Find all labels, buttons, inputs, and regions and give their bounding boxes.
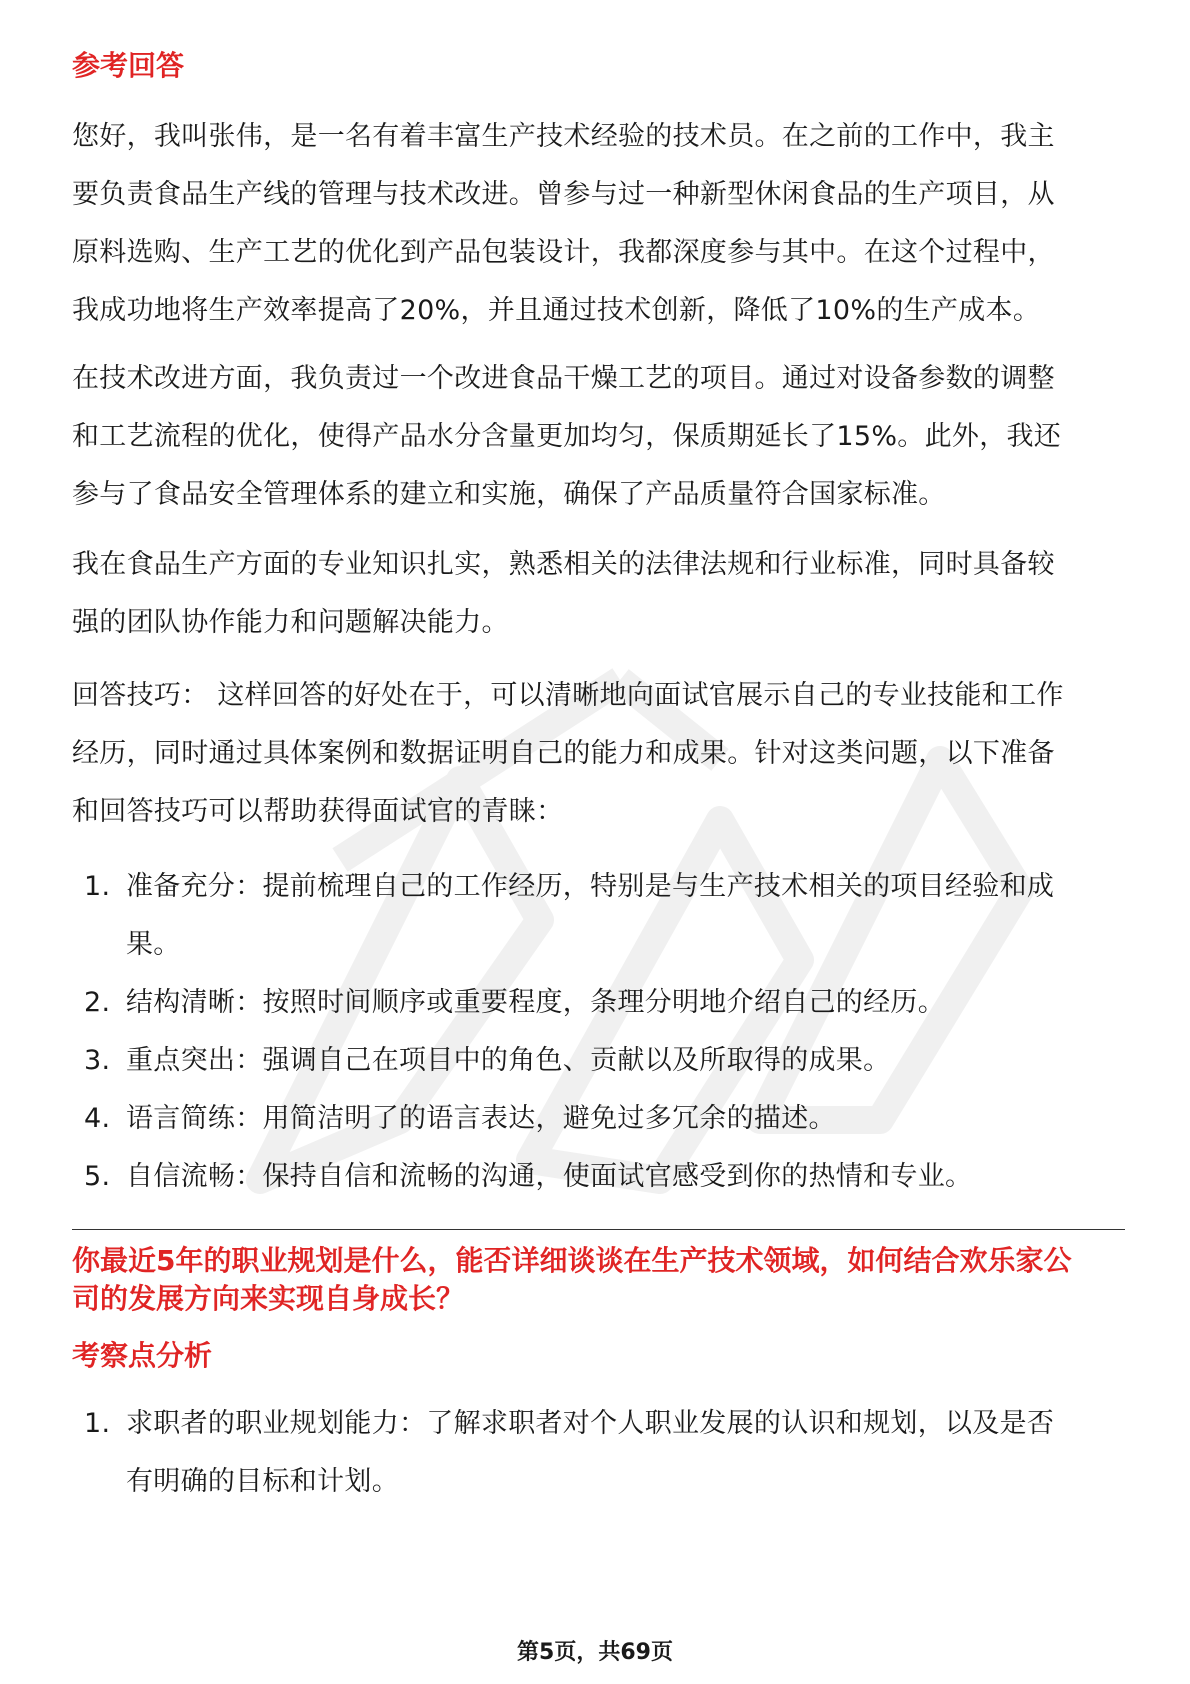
list-item-text: 准备充分：提前梳理自己的工作经历，特别是与生产技术相关的项目经验和成	[126, 871, 1055, 902]
answer-paragraph-3	[72, 536, 1125, 652]
list-item	[72, 1395, 1125, 1511]
list-item	[72, 858, 1125, 974]
paragraph-line: 在技术改进方面，我负责过一个改进食品干燥工艺的项目。通过对设备参数的调整	[72, 363, 1055, 394]
list-number: 4.	[84, 1103, 111, 1134]
list-item-text: 求职者的职业规划能力：了解求职者对个人职业发展的认识和规划，以及是否	[126, 1408, 1055, 1439]
list-item-text: 有明确的目标和计划。	[126, 1466, 399, 1497]
question-line: 司的发展方向来实现自身成长？	[72, 1282, 465, 1315]
paragraph-line: 和回答技巧可以帮助获得面试官的青睐：	[72, 796, 564, 827]
paragraph-line: 原料选购、生产工艺的优化到产品包装设计，我都深度参与其中。在这个过程中，	[72, 237, 1055, 268]
list-number: 1.	[84, 1408, 111, 1439]
answer-paragraph-1	[72, 108, 1125, 340]
list-number: 2.	[84, 987, 111, 1018]
paragraph-line: 要负责食品生产线的管理与技术改进。曾参与过一种新型休闲食品的生产项目，从	[72, 179, 1055, 210]
list-item-text: 重点突出：强调自己在项目中的角色、贡献以及所取得的成果。	[126, 1045, 891, 1076]
list-item-text: 结构清晰：按照时间顺序或重要程度，条理分明地介绍自己的经历。	[126, 987, 945, 1018]
paragraph-line: 强的团队协作能力和问题解决能力。	[72, 607, 509, 638]
list-number: 5.	[84, 1161, 111, 1192]
paragraph-line: 您好，我叫张伟，是一名有着丰富生产技术经验的技术员。在之前的工作中，我主	[72, 121, 1055, 152]
answer-paragraph-2	[72, 350, 1125, 524]
list-item	[72, 1032, 1125, 1090]
list-number: 3.	[84, 1045, 111, 1076]
list-item	[72, 1148, 1125, 1206]
analysis-heading: 考察点分析	[72, 1339, 213, 1372]
list-item	[72, 1090, 1125, 1148]
answer-tips-paragraph	[72, 667, 1125, 841]
reference-answer-heading: 参考回答	[72, 49, 185, 82]
paragraph-line: 回答技巧： 这样回答的好处在于，可以清晰地向面试官展示自己的专业技能和工作	[72, 680, 1064, 711]
page-number-footer: 第5页，共69页	[517, 1640, 673, 1665]
section-divider	[72, 1229, 1125, 1230]
paragraph-line: 我在食品生产方面的专业知识扎实，熟悉相关的法律法规和行业标准，同时具备较	[72, 549, 1055, 580]
list-item-text: 果。	[126, 929, 181, 960]
tips-list	[72, 858, 1125, 1206]
question-line: 你最近5年的职业规划是什么，能否详细谈谈在生产技术领域，如何结合欢乐家公	[72, 1244, 1072, 1277]
paragraph-line: 我成功地将生产效率提高了20%，并且通过技术创新，降低了10%的生产成本。	[72, 295, 1041, 326]
list-item	[72, 974, 1125, 1032]
paragraph-line: 经历，同时通过具体案例和数据证明自己的能力和成果。针对这类问题，以下准备	[72, 738, 1055, 769]
list-item-text: 语言简练：用简洁明了的语言表达，避免过多冗余的描述。	[126, 1103, 836, 1134]
interview-question	[72, 1242, 1125, 1318]
list-number: 1.	[84, 871, 111, 902]
list-item-text: 自信流畅：保持自信和流畅的沟通，使面试官感受到你的热情和专业。	[126, 1161, 973, 1192]
paragraph-line: 参与了食品安全管理体系的建立和实施，确保了产品质量符合国家标准。	[72, 479, 946, 510]
analysis-list	[72, 1395, 1125, 1511]
document-page	[72, 0, 1125, 1684]
paragraph-line: 和工艺流程的优化，使得产品水分含量更加均匀，保质期延长了15%。此外，我还	[72, 421, 1062, 452]
